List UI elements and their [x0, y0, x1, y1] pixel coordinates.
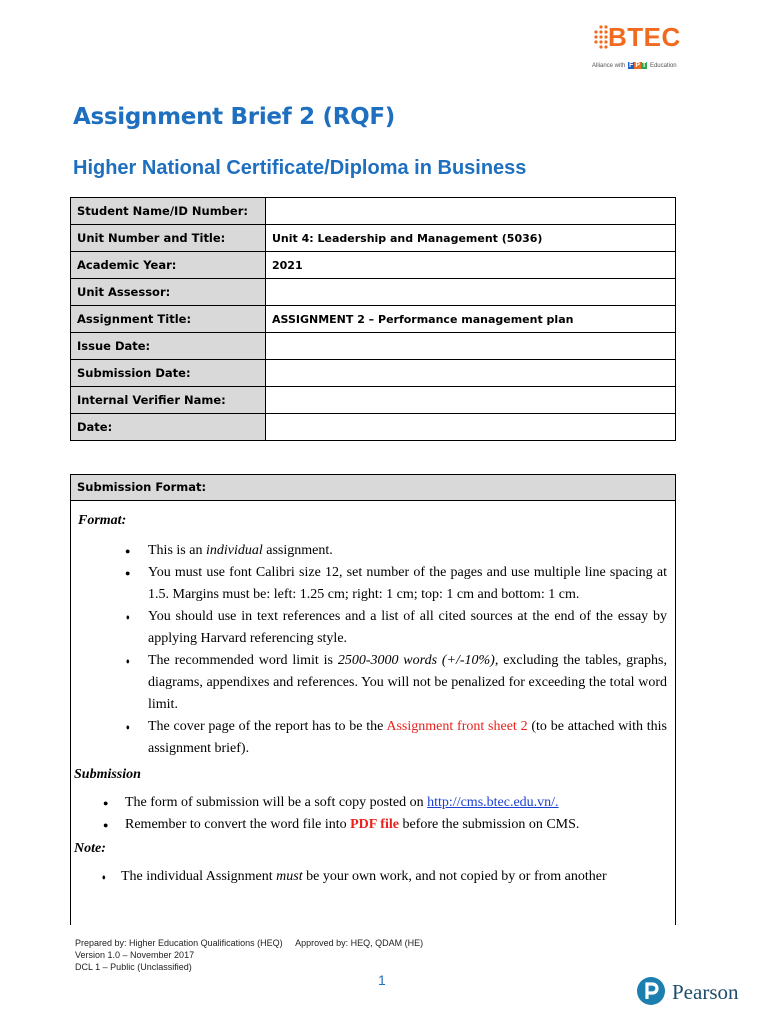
bullet-icon: ●: [103, 820, 109, 830]
list-item: [103, 792, 675, 814]
front-sheet-reference: Assignment front sheet 2: [386, 719, 528, 734]
item-emphasis: 2500-3000 words (+/-10%): [337, 653, 495, 668]
item-text: This is an: [148, 543, 206, 558]
pdf-file-emphasis: PDF file: [350, 817, 399, 832]
cms-link[interactable]: http://cms.btec.edu.vn/.: [427, 795, 559, 810]
item-text: (to be attached with this assignment brief).: [148, 719, 668, 756]
table-row: [71, 387, 676, 414]
table-row: [71, 252, 676, 279]
item-text: The recommended word limit is: [148, 653, 338, 668]
item-text: The cover page of the report has to be the: [148, 719, 387, 734]
table-row: [71, 333, 676, 360]
item-text: The individual Assignment: [121, 869, 277, 884]
item-emphasis: must: [276, 869, 303, 884]
btec-tagline: [592, 62, 677, 69]
format-heading: Format:: [78, 513, 127, 528]
row-value: [266, 387, 676, 414]
list-item: [124, 716, 668, 760]
pearson-wordmark: Pearson: [672, 980, 739, 1004]
fpt-letter-f: F: [629, 62, 634, 69]
item-text: The form of submission will be a soft copy posted on: [125, 795, 428, 810]
fpt-letter-p: P: [635, 62, 640, 69]
list-item: [100, 866, 675, 888]
list-item: [124, 606, 667, 650]
page-footer: [75, 937, 423, 973]
submission-format-box: [70, 474, 676, 925]
item-emphasis: individual: [205, 543, 263, 558]
bullet-icon: ●: [124, 655, 131, 667]
btec-wordmark: BTEC: [608, 22, 681, 52]
bullet-icon: ●: [100, 871, 107, 883]
note-list: [71, 866, 675, 888]
bullet-icon: ●: [125, 568, 131, 578]
item-text: be your own work, and not copied by or from another: [302, 869, 607, 884]
list-item: [125, 562, 667, 606]
row-value: ASSIGNMENT 2 – Performance management plan: [266, 306, 676, 333]
bullet-icon: ●: [103, 798, 109, 808]
table-row: [71, 306, 676, 333]
row-label: Unit Number and Title:: [71, 225, 266, 252]
list-item: [124, 650, 667, 716]
bullet-icon: ●: [124, 721, 131, 733]
table-row: [71, 198, 676, 225]
document-subtitle: Higher National Certificate/Diploma in Business: [73, 157, 527, 179]
row-value: Unit 4: Leadership and Management (5036): [266, 225, 676, 252]
submission-heading: Submission: [74, 767, 141, 782]
item-text: Remember to convert the word file into: [125, 817, 351, 832]
table-row: [71, 414, 676, 441]
fpt-mark: [628, 62, 647, 69]
item-text: assignment.: [262, 543, 333, 558]
document-title: Assignment Brief 2 (RQF): [73, 104, 396, 130]
submission-list: [71, 792, 675, 836]
row-label: Unit Assessor:: [71, 279, 266, 306]
btec-logo: [586, 22, 696, 80]
table-row: [71, 279, 676, 306]
tagline-right: Education: [649, 63, 677, 69]
submission-format-header: Submission Format:: [71, 475, 675, 501]
page-number: 1: [378, 972, 386, 988]
footer-line-1: [75, 937, 423, 949]
assignment-info-table: [70, 197, 676, 441]
pearson-p-icon: [636, 976, 666, 1006]
footer-approved: Approved by: HEQ, QDAM (HE): [295, 938, 424, 948]
row-label: Issue Date:: [71, 333, 266, 360]
table-row: [71, 225, 676, 252]
row-label: Internal Verifier Name:: [71, 387, 266, 414]
row-label: Submission Date:: [71, 360, 266, 387]
item-text: , excluding the tables, graphs, diagrams, appendixes and references. You will not be penalized for exceeding the total word limit.: [148, 653, 667, 712]
item-text: You should use in text references and a list of all cited sources at the end of the essay by applying Harvard referencing style.: [148, 609, 667, 646]
table-row: [71, 360, 676, 387]
submission-format-body: [71, 510, 675, 888]
item-text: You must use font Calibri size 12, set number of the pages and use multiple line spacing at 1.5. Margins must be: left: 1.25 cm; right: 1 cm; top: 1 cm and bottom: 1 cm.: [148, 565, 667, 602]
format-list: [71, 540, 675, 760]
row-label: Student Name/ID Number:: [71, 198, 266, 225]
row-value: [266, 360, 676, 387]
row-label: Assignment Title:: [71, 306, 266, 333]
item-text: before the submission on CMS.: [398, 817, 580, 832]
row-value: [266, 333, 676, 360]
row-value: [266, 279, 676, 306]
note-heading: Note:: [74, 841, 106, 856]
fpt-letter-t: T: [641, 62, 647, 69]
footer-prepared: Prepared by: Higher Education Qualifications (HEQ): [75, 938, 283, 948]
bullet-icon: ●: [124, 611, 131, 623]
footer-classification: DCL 1 – Public (Unclassified): [75, 962, 192, 972]
row-value: [266, 198, 676, 225]
bullet-icon: ●: [125, 546, 131, 556]
row-value: [266, 414, 676, 441]
footer-version: Version 1.0 – November 2017: [75, 950, 195, 960]
row-label: Date:: [71, 414, 266, 441]
row-label: Academic Year:: [71, 252, 266, 279]
row-value: 2021: [266, 252, 676, 279]
list-item: [103, 814, 675, 836]
tagline-left: Alliance with: [592, 63, 626, 69]
list-item: [125, 540, 667, 562]
